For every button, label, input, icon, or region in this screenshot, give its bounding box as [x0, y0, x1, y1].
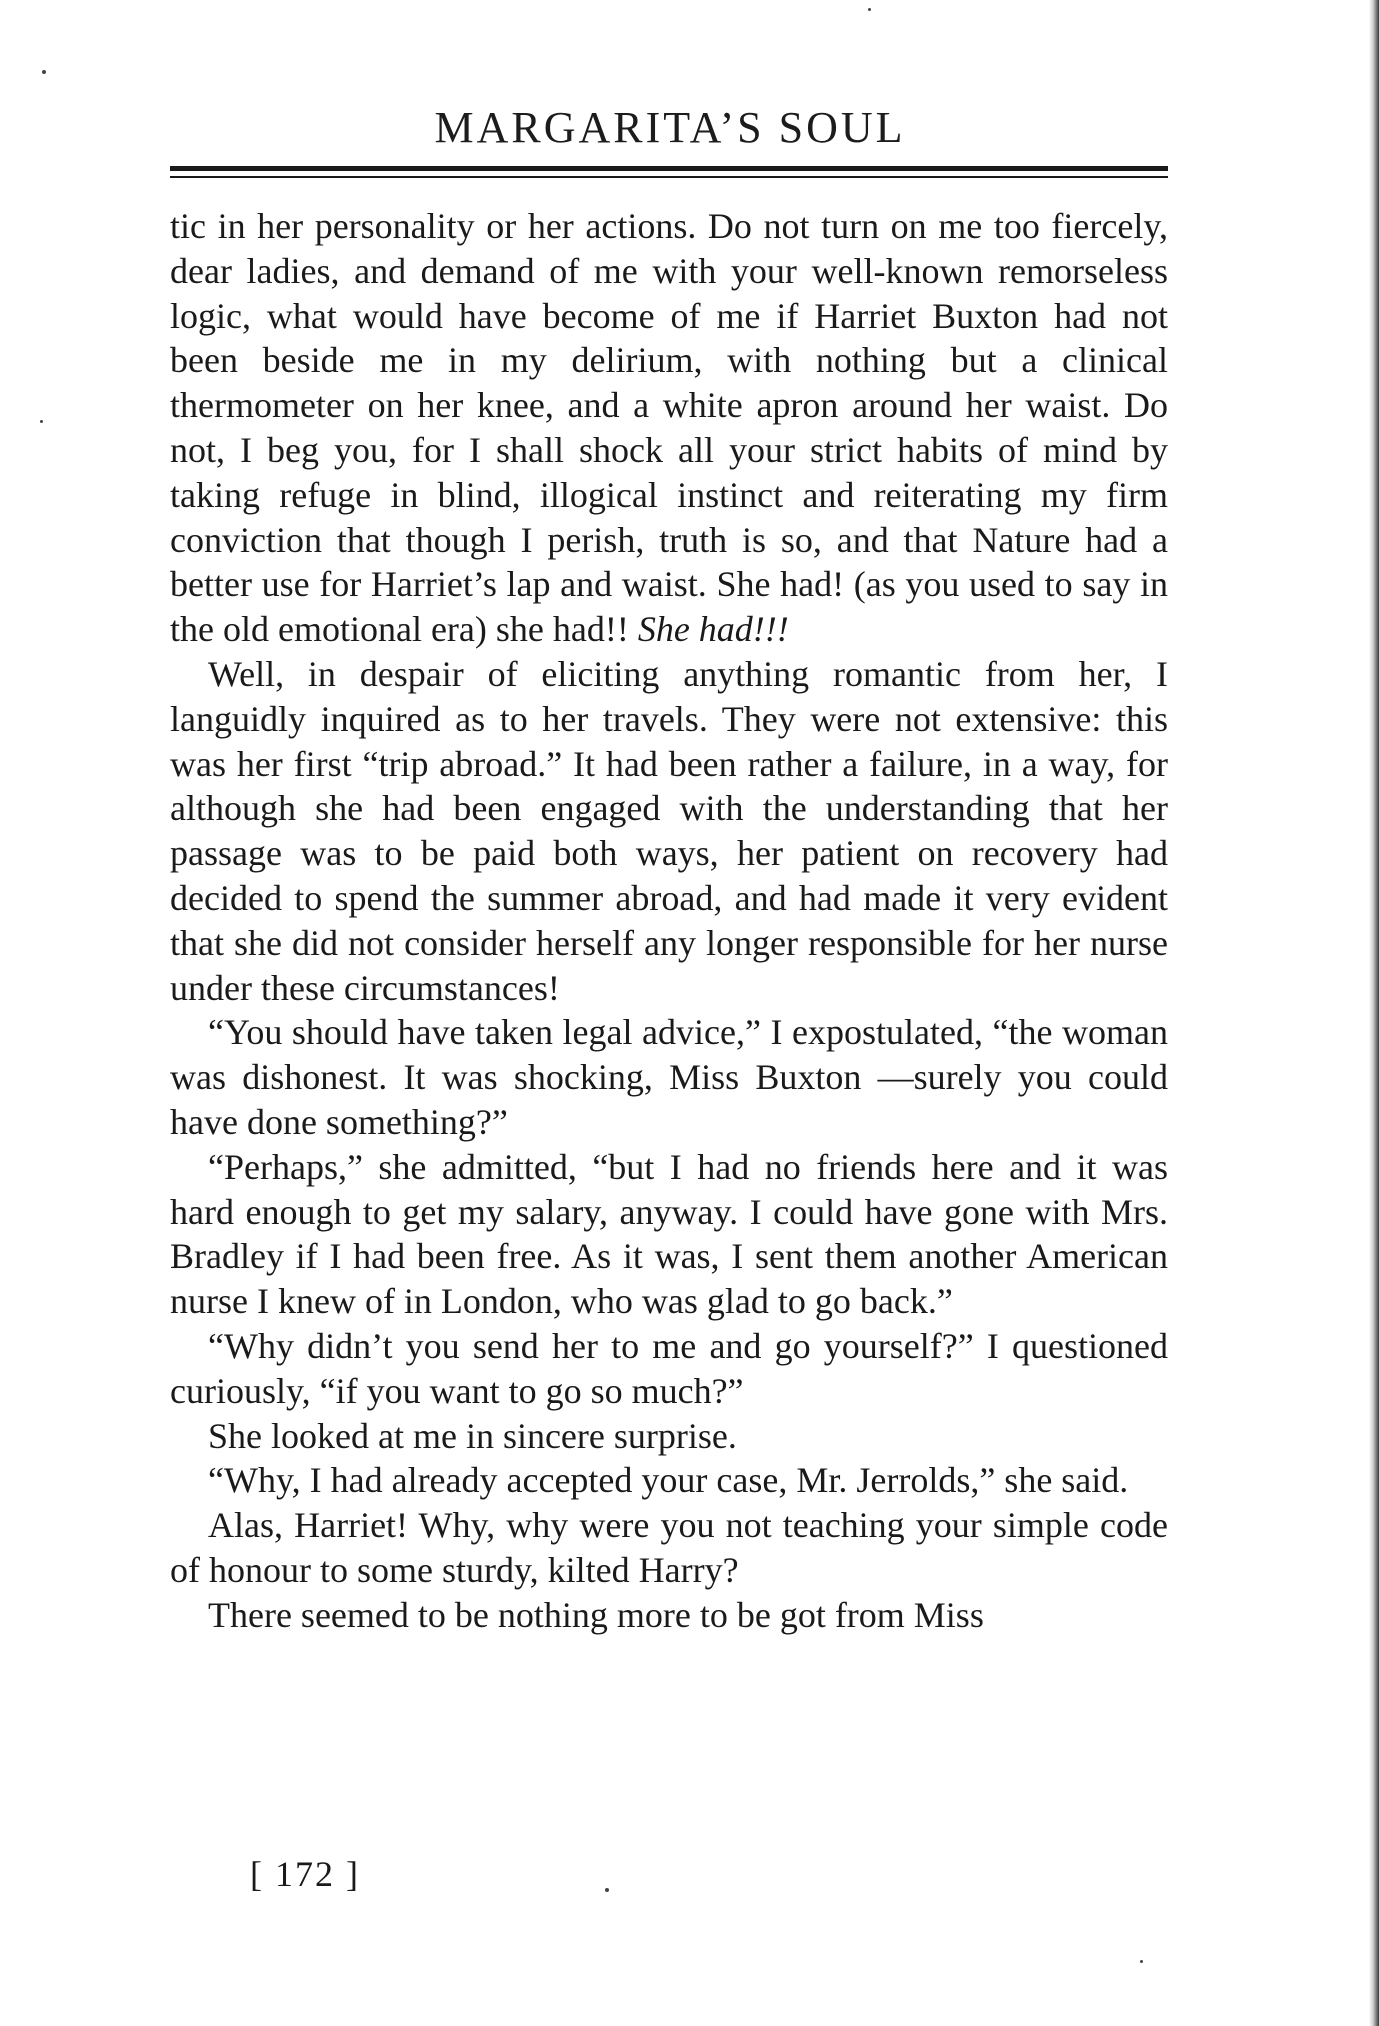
- scan-speck: [605, 1888, 609, 1892]
- paragraph-1-emphasis: She had!!!: [637, 609, 789, 650]
- running-head: MARGARITA’S SOUL: [434, 103, 906, 152]
- paragraph-7: “Why, I had already accepted your case, Mr. Jerrolds,” she said.: [208, 1460, 1129, 1501]
- page-edge-shadow: [1369, 0, 1379, 2026]
- scan-speck: [40, 420, 43, 423]
- scan-speck: [42, 70, 46, 74]
- paragraph-3: “You should have taken legal advice,” I expostulated, “the woman was dishonest. It was shocking, Miss Buxton —surely you could have done something?”: [170, 1012, 1168, 1142]
- paragraph-6: She looked at me in sincere surprise.: [208, 1415, 737, 1456]
- paragraph-1-text: tic in her personality or her actions. Do not turn on me too fiercely, dear ladies, and demand of me with your well-known remorseless logic, what would have become of me if Harriet Buxton had not been beside me in my delirium, with nothing but a clinical thermometer on her knee, and a white apron around her waist. Do not, I beg you, for I shall shock all your strict habits of mind by taking refuge in blind, illogical instinct and reiterating my firm conviction that though I perish, truth is so, and that Nature had a better use for Harriet’s lap and waist. She had! (as you used to say in the old emotional era) she had!!: [170, 206, 1168, 650]
- page-number: [ 172 ]: [250, 1854, 360, 1894]
- scan-speck: [868, 8, 871, 11]
- paragraph-9: There seemed to be nothing more to be got from Miss: [208, 1594, 984, 1635]
- paragraph-5: “Why didn’t you send her to me and go yourself?” I questioned curiously, “if you want to go so much?”: [170, 1325, 1168, 1411]
- header-rule-thick: [170, 166, 1168, 171]
- header-rule-thin: [170, 176, 1168, 178]
- paragraph-1: [170, 204, 1168, 652]
- scan-speck: [1140, 1960, 1143, 1963]
- paragraph-2: Well, in despair of eliciting anything romantic from her, I languidly inquired as to her travels. They were not extensive: this was her first “trip abroad.” It had been rather a failure, in a way, for although she had been engaged with the understanding that her passage was to be paid both ways, her patient on recovery had decided to spend the summer abroad, and had made it very evident that she did not consider herself any longer responsible for her nurse under these circumstances!: [170, 653, 1168, 1008]
- paragraph-8: Alas, Harriet! Why, why were you not teaching your simple code of honour to some sturdy, kilted Harry?: [170, 1505, 1168, 1590]
- paragraph-4: “Perhaps,” she admitted, “but I had no friends here and it was hard enough to get my salary, anyway. I could have gone with Mrs. Bradley if I had been free. As it was, I sent them another American nurse I knew of in London, who was glad to go back.”: [170, 1146, 1168, 1322]
- body-text: [170, 204, 1168, 1638]
